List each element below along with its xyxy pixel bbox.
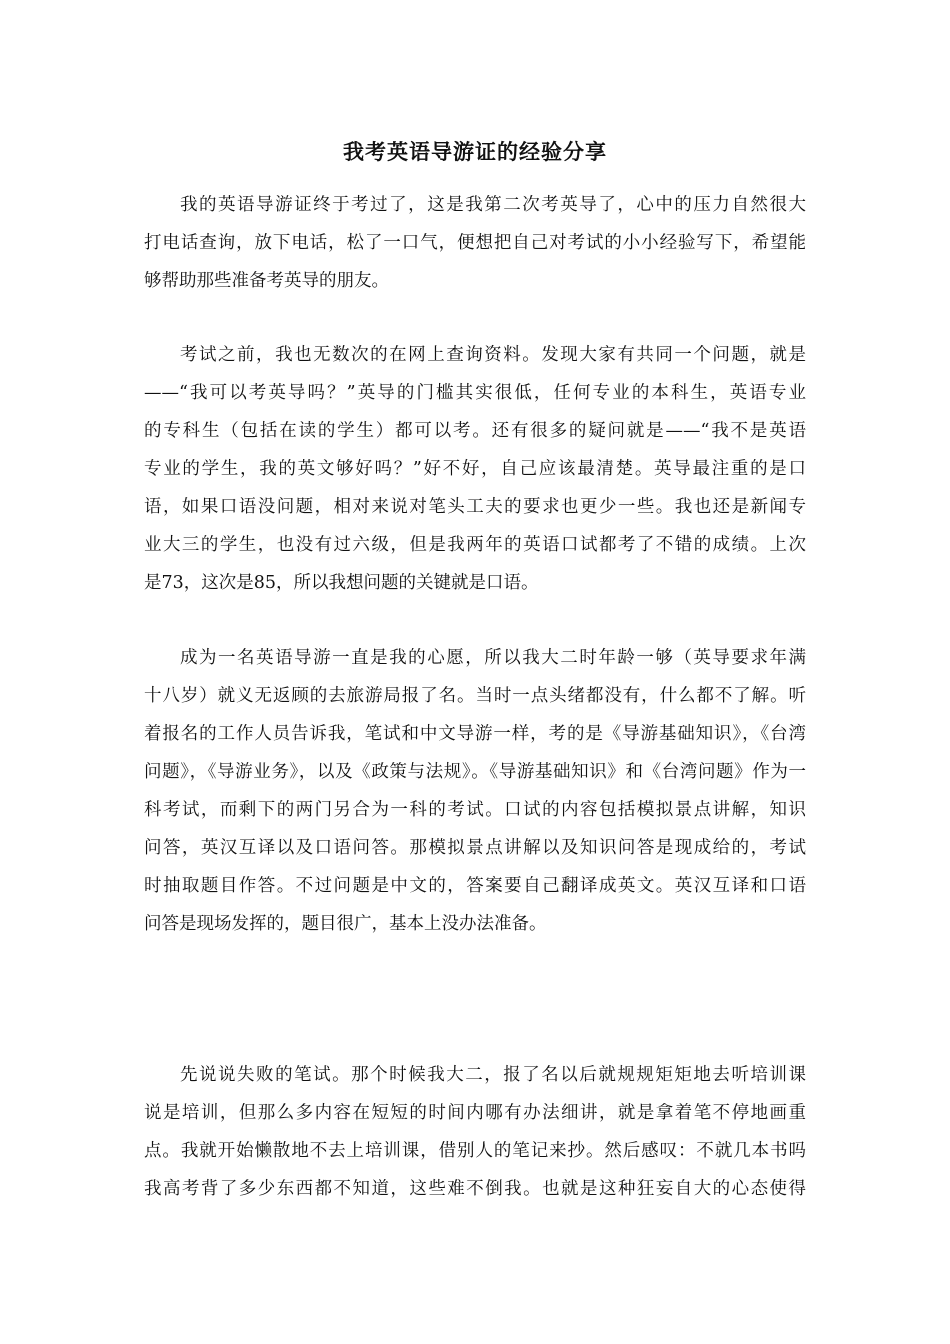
paragraph-line: 先说说失败的笔试。那个时候我大二，报了名以后就规规矩矩地去听培训课 [180, 1065, 806, 1085]
paragraph-line: 我的英语导游证终于考过了，这是我第二次考英导了，心中的压力自然很大 [180, 195, 806, 215]
paragraph-line: 成为一名英语导游一直是我的心愿，所以我大二时年龄一够（英导要求年满 [180, 648, 806, 668]
paragraph-4 [144, 1056, 806, 1208]
paragraph-line: 是73，这次是85，所以我想问题的关键就是口语。 [144, 573, 539, 593]
paragraph-line: 点。我就开始懒散地不去上培训课，借别人的笔记来抄。然后感叹：不就几本书吗 [144, 1141, 806, 1161]
paragraph-line: 考试之前，我也无数次的在网上查询资料。发现大家有共同一个问题，就是 [180, 345, 806, 365]
document-title: 我考英语导游证的经验分享 [343, 139, 607, 165]
paragraph-line: 语，如果口语没问题，相对来说对笔头工夫的要求也更少一些。我也还是新闻专 [144, 497, 806, 517]
paragraph-3 [144, 639, 806, 943]
paragraph-line: 问答，英汉互译以及口语问答。那模拟景点讲解以及知识问答是现成给的，考试 [144, 838, 806, 858]
paragraph-line: 着报名的工作人员告诉我，笔试和中文导游一样，考的是《导游基础知识》，《台湾 [144, 724, 806, 744]
paragraph-line: 时抽取题目作答。不过问题是中文的，答案要自己翻译成英文。英汉互译和口语 [144, 876, 806, 896]
paragraph-line: ——“我可以考英导吗？”英导的门槛其实很低，任何专业的本科生，英语专业 [144, 383, 806, 403]
paragraph-line: 问题》，《导游业务》，以及《政策与法规》。《导游基础知识》和《台湾问题》作为一 [144, 762, 806, 782]
paragraph-2 [144, 336, 806, 602]
paragraph-line: 专业的学生，我的英文够好吗？”好不好，自己应该最清楚。英导最注重的是口 [144, 459, 806, 479]
paragraph-line: 科考试，而剩下的两门另合为一科的考试。口试的内容包括模拟景点讲解，知识 [144, 800, 806, 820]
paragraph-line: 的专科生（包括在读的学生）都可以考。还有很多的疑问就是——“我不是英语 [144, 421, 806, 441]
paragraph-line: 说是培训，但那么多内容在短短的时间内哪有办法细讲，就是拿着笔不停地画重 [144, 1103, 806, 1123]
paragraph-line: 问答是现场发挥的，题目很广，基本上没办法准备。 [144, 914, 547, 934]
paragraph-line: 打电话查询，放下电话，松了一口气，便想把自己对考试的小小经验写下，希望能 [144, 233, 806, 253]
paragraph-line: 十八岁）就义无返顾的去旅游局报了名。当时一点头绪都没有，什么都不了解。听 [144, 686, 806, 706]
paragraph-1 [144, 186, 806, 300]
paragraph-line: 业大三的学生，也没有过六级，但是我两年的英语口试都考了不错的成绩。上次 [144, 535, 806, 555]
paragraph-line: 够帮助那些准备考英导的朋友。 [144, 271, 389, 291]
paragraph-line: 我高考背了多少东西都不知道，这些难不倒我。也就是这种狂妄自大的心态使得 [144, 1179, 806, 1199]
